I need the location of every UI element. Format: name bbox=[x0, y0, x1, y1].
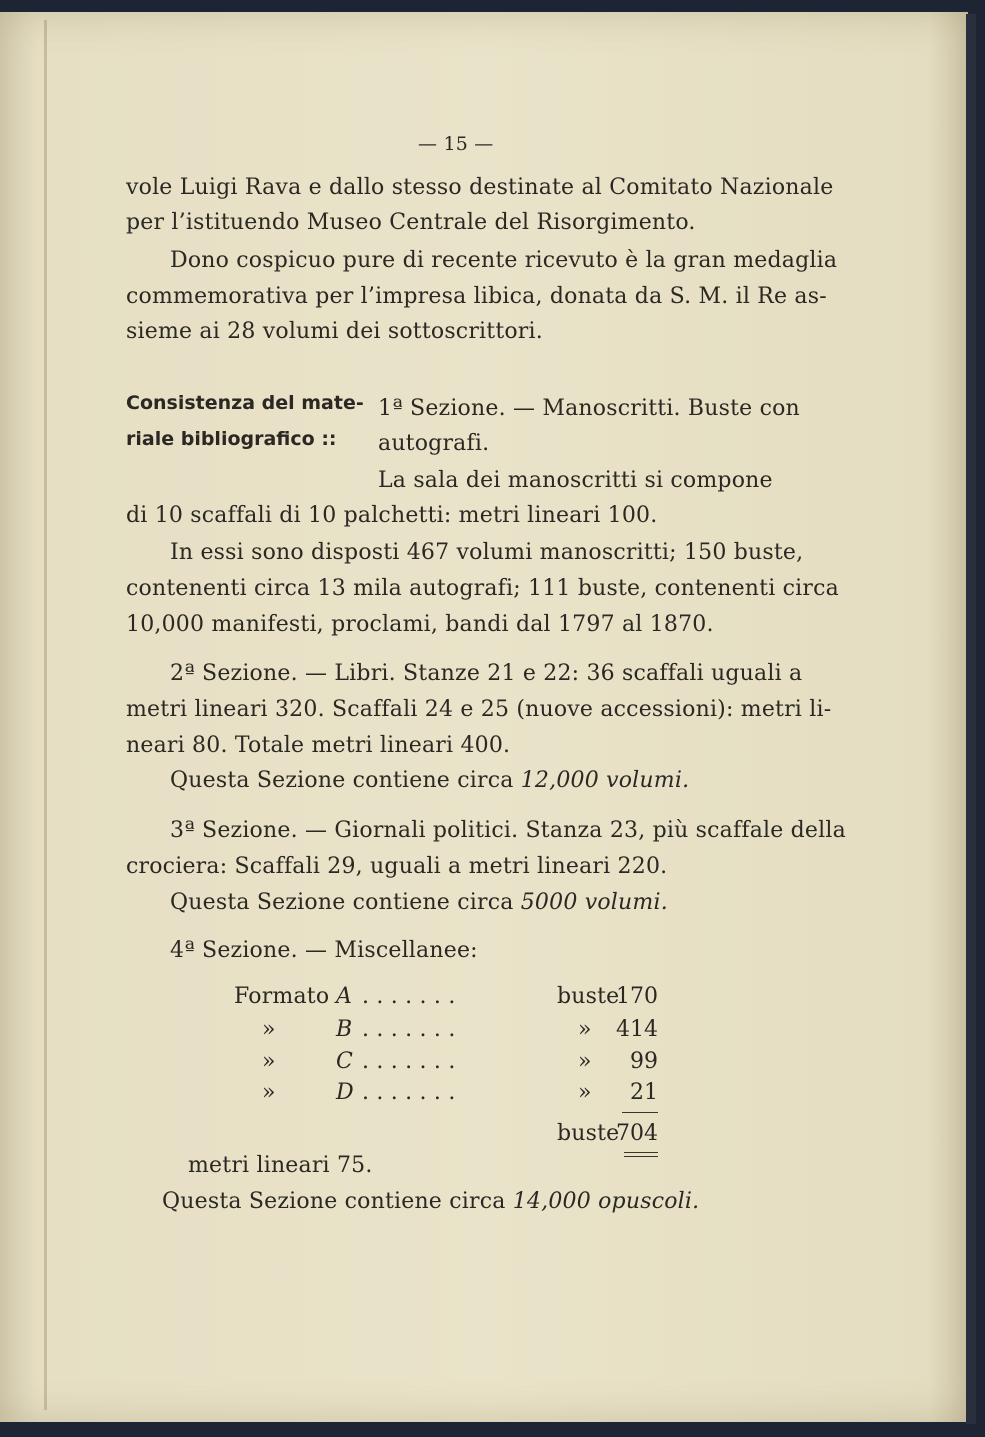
paragraph-line: di 10 scaffali di 10 palchetti: metri lineari 100. bbox=[126, 503, 658, 528]
row-value: 99 bbox=[630, 1049, 658, 1074]
total-unit: buste bbox=[557, 1121, 620, 1146]
paragraph-line: autografi. bbox=[378, 431, 490, 456]
paragraph-line: contenenti circa 13 mila autografi; 111 buste, contenenti circa bbox=[126, 576, 839, 601]
volume-count: 5000 volumi. bbox=[520, 890, 668, 915]
paragraph-line: metri lineari 320. Scaffali 24 e 25 (nuove accessioni): metri li- bbox=[126, 697, 832, 722]
total-value: 704 bbox=[616, 1121, 658, 1146]
row-label: » bbox=[262, 1017, 276, 1042]
paragraph-line: In essi sono disposti 467 volumi manoscritti; 150 buste, bbox=[170, 540, 804, 565]
row-unit: buste bbox=[557, 984, 620, 1009]
row-dots: . . . . . . . bbox=[362, 984, 456, 1009]
paragraph-line bbox=[170, 768, 689, 793]
paragraph-line: sieme ai 28 volumi dei sottoscrittori. bbox=[126, 319, 543, 344]
section2-heading: 2ª Sezione. — Libri. Stanze 21 e 22: 36 scaffali uguali a bbox=[170, 661, 803, 686]
row-label: » bbox=[262, 1080, 276, 1105]
sum-rule bbox=[622, 1112, 658, 1113]
paragraph-line bbox=[170, 890, 668, 915]
paragraph-line: 10,000 manifesti, proclami, bandi dal 1797 al 1870. bbox=[126, 612, 714, 637]
paragraph-line: per l’istituendo Museo Centrale del Risorgimento. bbox=[126, 210, 696, 235]
row-unit: » bbox=[578, 1080, 592, 1105]
double-rule-top bbox=[624, 1152, 658, 1153]
page-number: — 15 — bbox=[418, 133, 494, 155]
paragraph-line: vole Luigi Rava e dallo stesso destinate al Comitato Nazionale bbox=[126, 175, 834, 200]
row-value: 21 bbox=[630, 1080, 658, 1105]
row-unit: » bbox=[578, 1017, 592, 1042]
paragraph-line: Dono cospicuo pure di recente ricevuto è la gran medaglia bbox=[170, 248, 838, 273]
paragraph-line: La sala dei manoscritti si compone bbox=[378, 468, 773, 493]
volume-count: 12,000 volumi. bbox=[520, 768, 690, 793]
row-label: Formato bbox=[234, 984, 330, 1009]
text-span: Questa Sezione contiene circa bbox=[170, 768, 521, 793]
row-value: 414 bbox=[616, 1017, 658, 1042]
row-dots: . . . . . . . bbox=[362, 1017, 456, 1042]
text-span: Questa Sezione contiene circa bbox=[162, 1189, 513, 1214]
page-edge bbox=[966, 14, 976, 1424]
row-label: » bbox=[262, 1049, 276, 1074]
section1-heading: 1ª Sezione. — Manoscritti. Buste con bbox=[378, 396, 800, 421]
side-heading-line: Consistenza del mate- bbox=[126, 392, 364, 414]
section4-heading: 4ª Sezione. — Miscellanee: bbox=[170, 938, 478, 963]
row-letter: D bbox=[336, 1080, 354, 1105]
row-value: 170 bbox=[616, 984, 658, 1009]
text-span: Questa Sezione contiene circa bbox=[170, 890, 521, 915]
page-gutter bbox=[44, 20, 47, 1410]
paragraph-line: commemorativa per l’impresa libica, donata da S. M. il Re as- bbox=[126, 284, 827, 309]
row-unit: » bbox=[578, 1049, 592, 1074]
pamphlet-count: 14,000 opuscoli. bbox=[512, 1189, 700, 1214]
row-letter: A bbox=[336, 984, 353, 1009]
row-dots: . . . . . . . bbox=[362, 1049, 456, 1074]
row-letter: C bbox=[336, 1049, 354, 1074]
paragraph-line bbox=[162, 1189, 699, 1214]
meters-line: metri lineari 75. bbox=[188, 1153, 373, 1178]
row-letter: B bbox=[336, 1017, 353, 1042]
double-rule-bottom bbox=[624, 1156, 658, 1157]
section3-heading: 3ª Sezione. — Giornali politici. Stanza 23, più scaffale della bbox=[170, 818, 846, 843]
paragraph-line: crociera: Scaffali 29, uguali a metri lineari 220. bbox=[126, 854, 668, 879]
paragraph-line: neari 80. Totale metri lineari 400. bbox=[126, 733, 511, 758]
row-dots: . . . . . . . bbox=[362, 1080, 456, 1105]
side-heading-line: riale bibliografico :: bbox=[126, 428, 337, 450]
